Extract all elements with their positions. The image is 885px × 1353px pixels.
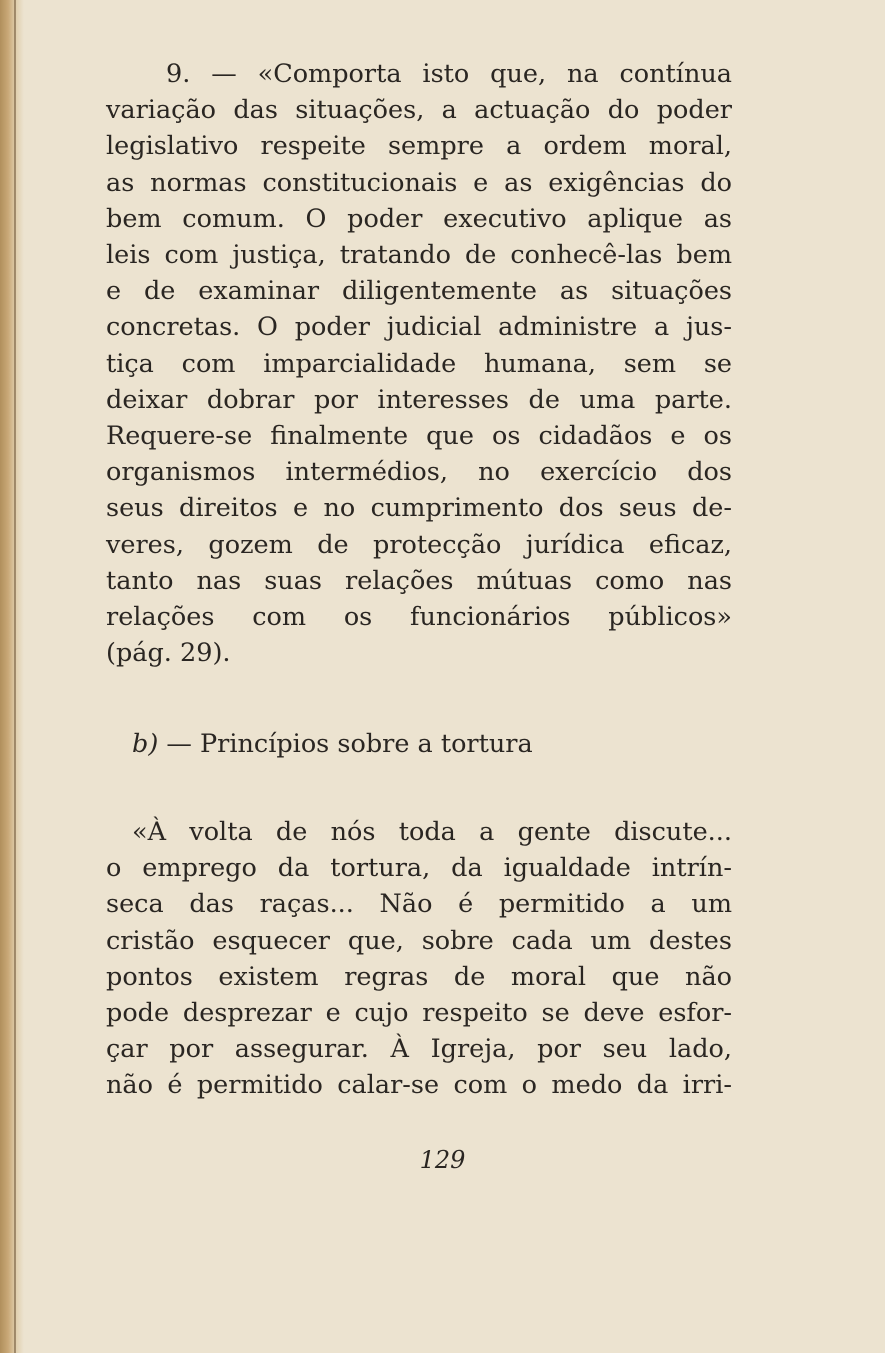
text-line: «À volta de nós toda a gente discute... bbox=[132, 817, 732, 847]
text-line: çar por assegurar. À Igreja, por seu lado, bbox=[106, 1034, 732, 1065]
text-line: tanto nas suas relações mútuas como nas bbox=[106, 565, 732, 596]
text-line: concretas. O poder judicial administre a jus- bbox=[106, 312, 732, 343]
paragraph-9 bbox=[106, 56, 732, 671]
text-line: leis com justiça, tratando de conhecê-las bem bbox=[106, 240, 732, 271]
text-line: (pág. 29). bbox=[106, 638, 231, 669]
section-heading-label: b) bbox=[132, 729, 159, 759]
text-line: o emprego da tortura, da igualdade intrín- bbox=[106, 853, 732, 884]
text-line: as normas constitucionais e as exigências do bbox=[106, 167, 732, 198]
page-number: 129 bbox=[419, 1146, 466, 1174]
text-line: cristão esquecer que, sobre cada um destes bbox=[106, 925, 732, 956]
text-line: seca das raças... Não é permitido a um bbox=[106, 889, 732, 920]
text-line: legislativo respeite sempre a ordem moral, bbox=[106, 131, 732, 162]
text-line: relações com os funcionários públicos» bbox=[106, 602, 732, 633]
text-line: deixar dobrar por interesses de uma parte. bbox=[106, 384, 732, 415]
text-line: 9. — «Comporta isto que, na contínua bbox=[166, 59, 732, 89]
text-line: organismos intermédios, no exercício dos bbox=[106, 457, 732, 488]
section-heading-title: — Princípios sobre a tortura bbox=[158, 729, 533, 759]
text-line: bem comum. O poder executivo aplique as bbox=[106, 203, 732, 234]
text-line: pontos existem regras de moral que não bbox=[106, 961, 732, 992]
text-line: Requere-se finalmente que os cidadãos e os bbox=[106, 421, 732, 452]
text-line: seus direitos e no cumprimento dos seus de- bbox=[106, 493, 732, 524]
quote-paragraph bbox=[106, 814, 732, 1104]
text-line: pode desprezar e cujo respeito se deve esfor- bbox=[106, 998, 732, 1029]
text-line: variação das situações, a actuação do poder bbox=[106, 95, 732, 126]
text-line: não é permitido calar-se com o medo da irri- bbox=[106, 1070, 732, 1101]
text-line: veres, gozem de protecção jurídica eficaz, bbox=[106, 529, 732, 560]
text-line: e de examinar diligentemente as situações bbox=[106, 276, 732, 307]
text-line: tiça com imparcialidade humana, sem se bbox=[106, 348, 732, 379]
section-heading bbox=[132, 726, 533, 762]
